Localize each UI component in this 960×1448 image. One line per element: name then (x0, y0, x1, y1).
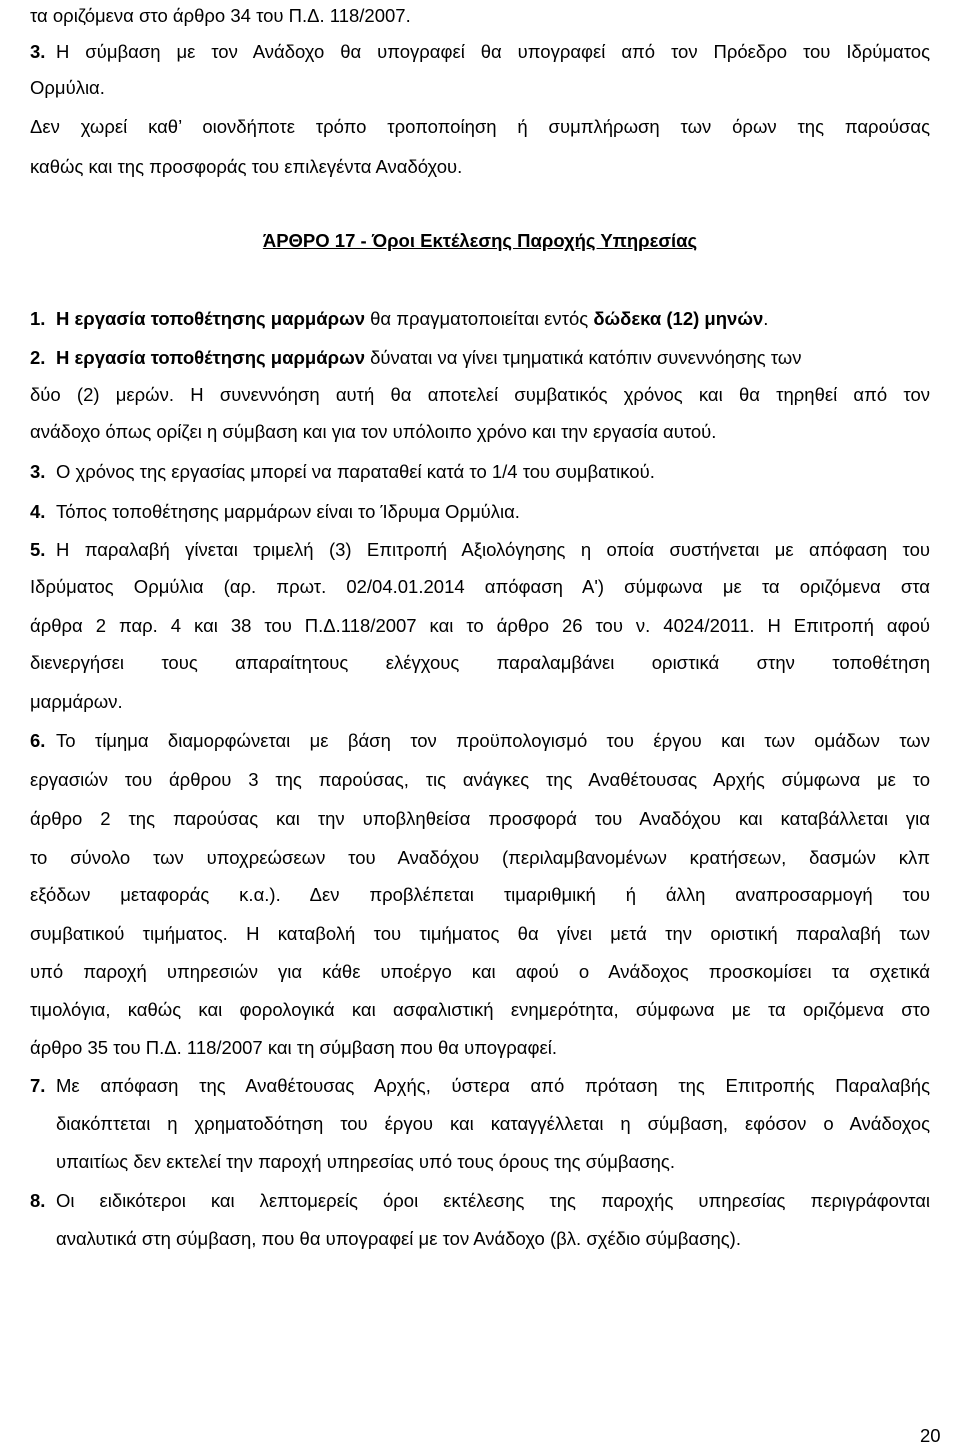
item-number: 5. (30, 539, 46, 560)
text-line: αναλυτικά στη σύμβαση, που θα υπογραφεί με τον Ανάδοχο (βλ. σχέδιο σύμβασης). (56, 1228, 741, 1249)
item-number: 3. (30, 41, 46, 62)
item-number: 3. (30, 461, 46, 482)
text-line: άρθρα 2 παρ. 4 και 38 του Π.Δ.118/2007 και το άρθρο 26 του ν. 4024/2011. Η Επιτροπή αφού (30, 615, 930, 636)
text-line: συμβατικού τιμήματος. Η καταβολή του τιμήματος θα γίνει μετά την οριστική παραλαβή των (30, 923, 930, 944)
text-line: Η σύμβαση με τον Ανάδοχο θα υπογραφεί θα υπογραφεί από τον Πρόεδρο του Ιδρύματος (56, 41, 930, 62)
text-line: Ο χρόνος της εργασίας μπορεί να παραταθεί κατά το 1/4 του συμβατικού. (56, 461, 655, 482)
text-line: υπό παροχή υπηρεσιών για κάθε υποέργο και αφού ο Ανάδοχος προσκομίσει τα σχετικά (30, 961, 930, 982)
text-line: εξόδων μεταφοράς κ.α.). Δεν προβλέπεται τιμαριθμική ή άλλη αναπροσαρμογή του (30, 884, 930, 905)
text-line: υπαιτίως δεν εκτελεί την παροχή υπηρεσίας υπό τους όρους της σύμβασης. (56, 1151, 675, 1172)
item-1-text: Η εργασία τοποθέτησης μαρμάρων θα πραγματοποιείται εντός δώδεκα (12) μηνών. (56, 308, 769, 329)
text-line: τα οριζόμενα στο άρθρο 34 του Π.Δ. 118/2007. (30, 5, 411, 26)
text-line: Ορμύλια. (30, 77, 105, 98)
text-line: διενεργήσει τους απαραίτητους ελέγχους παραλαμβάνει οριστικά στην τοποθέτηση (30, 652, 930, 673)
article-heading: ΆΡΘΡΟ 17 - Όροι Εκτέλεσης Παροχής Υπηρεσίας (262, 230, 698, 251)
text-line: καθώς και της προσφοράς του επιλεγέντα Αναδόχου. (30, 156, 463, 177)
text-line: Η παραλαβή γίνεται τριμελή (3) Επιτροπή Αξιολόγησης η οποία συστήνεται με απόφαση του (56, 539, 930, 560)
text-line: Δεν χωρεί καθ’ οιονδήποτε τρόπο τροποποίηση ή συμπλήρωση των όρων της παρούσας (30, 116, 930, 137)
text-line: εργασιών του άρθρου 3 της παρούσας, τις ανάγκες της Αναθέτουσας Αρχής σύμφωνα με το (30, 769, 930, 790)
item-number: 4. (30, 501, 46, 522)
text-line: άρθρο 2 της παρούσας και την υποβληθείσα προσφορά του Αναδόχου και καταβάλλεται για (30, 808, 930, 829)
text-line: Το τίμημα διαμορφώνεται με βάση τον προϋπολογισμό του έργου και των ομάδων των (56, 730, 930, 751)
text-line: δύο (2) μερών. Η συνεννόηση αυτή θα αποτελεί συμβατικός χρόνος και θα τηρηθεί από τον (30, 384, 930, 405)
item-2-text: Η εργασία τοποθέτησης μαρμάρων δύναται να γίνει τμηματικά κατόπιν συνεννόησης των (56, 347, 802, 368)
text-line: Με απόφαση της Αναθέτουσας Αρχής, ύστερα από πρόταση της Επιτροπής Παραλαβής (56, 1075, 930, 1096)
text-line: τιμολόγια, καθώς και φορολογικά και ασφαλιστική ενημερότητα, σύμφωνα με τα οριζόμενα στο (30, 999, 930, 1020)
text-line: μαρμάρων. (30, 691, 123, 712)
item-number: 1. (30, 308, 46, 329)
text-line: Οι ειδικότεροι και λεπτομερείς όροι εκτέλεσης της παροχής υπηρεσίας περιγράφονται (56, 1190, 930, 1211)
item-number: 8. (30, 1190, 46, 1211)
text-line: διακόπτεται η χρηματοδότηση του έργου και καταγγέλλεται η σύμβαση, εφόσον ο Ανάδοχος (56, 1113, 930, 1134)
page-number: 20 (920, 1425, 941, 1446)
text-line: άρθρο 35 του Π.Δ. 118/2007 και τη σύμβαση που θα υπογραφεί. (30, 1037, 557, 1058)
item-number: 7. (30, 1075, 46, 1096)
item-number: 6. (30, 730, 46, 751)
item-number: 2. (30, 347, 46, 368)
text-line: ανάδοχο όπως ορίζει η σύμβαση και για τον υπόλοιπο χρόνο και την εργασία αυτού. (30, 421, 717, 442)
text-line: το σύνολο των υποχρεώσεων του Αναδόχου (περιλαμβανομένων κρατήσεων, δασμών κλπ (30, 847, 930, 868)
text-line: Ιδρύματος Ορμύλια (αρ. πρωτ. 02/04.01.2014 απόφαση Α') σύμφωνα με τα οριζόμενα στα (30, 576, 930, 597)
text-line: Τόπος τοποθέτησης μαρμάρων είναι το Ίδρυμα Ορμύλια. (56, 501, 520, 522)
